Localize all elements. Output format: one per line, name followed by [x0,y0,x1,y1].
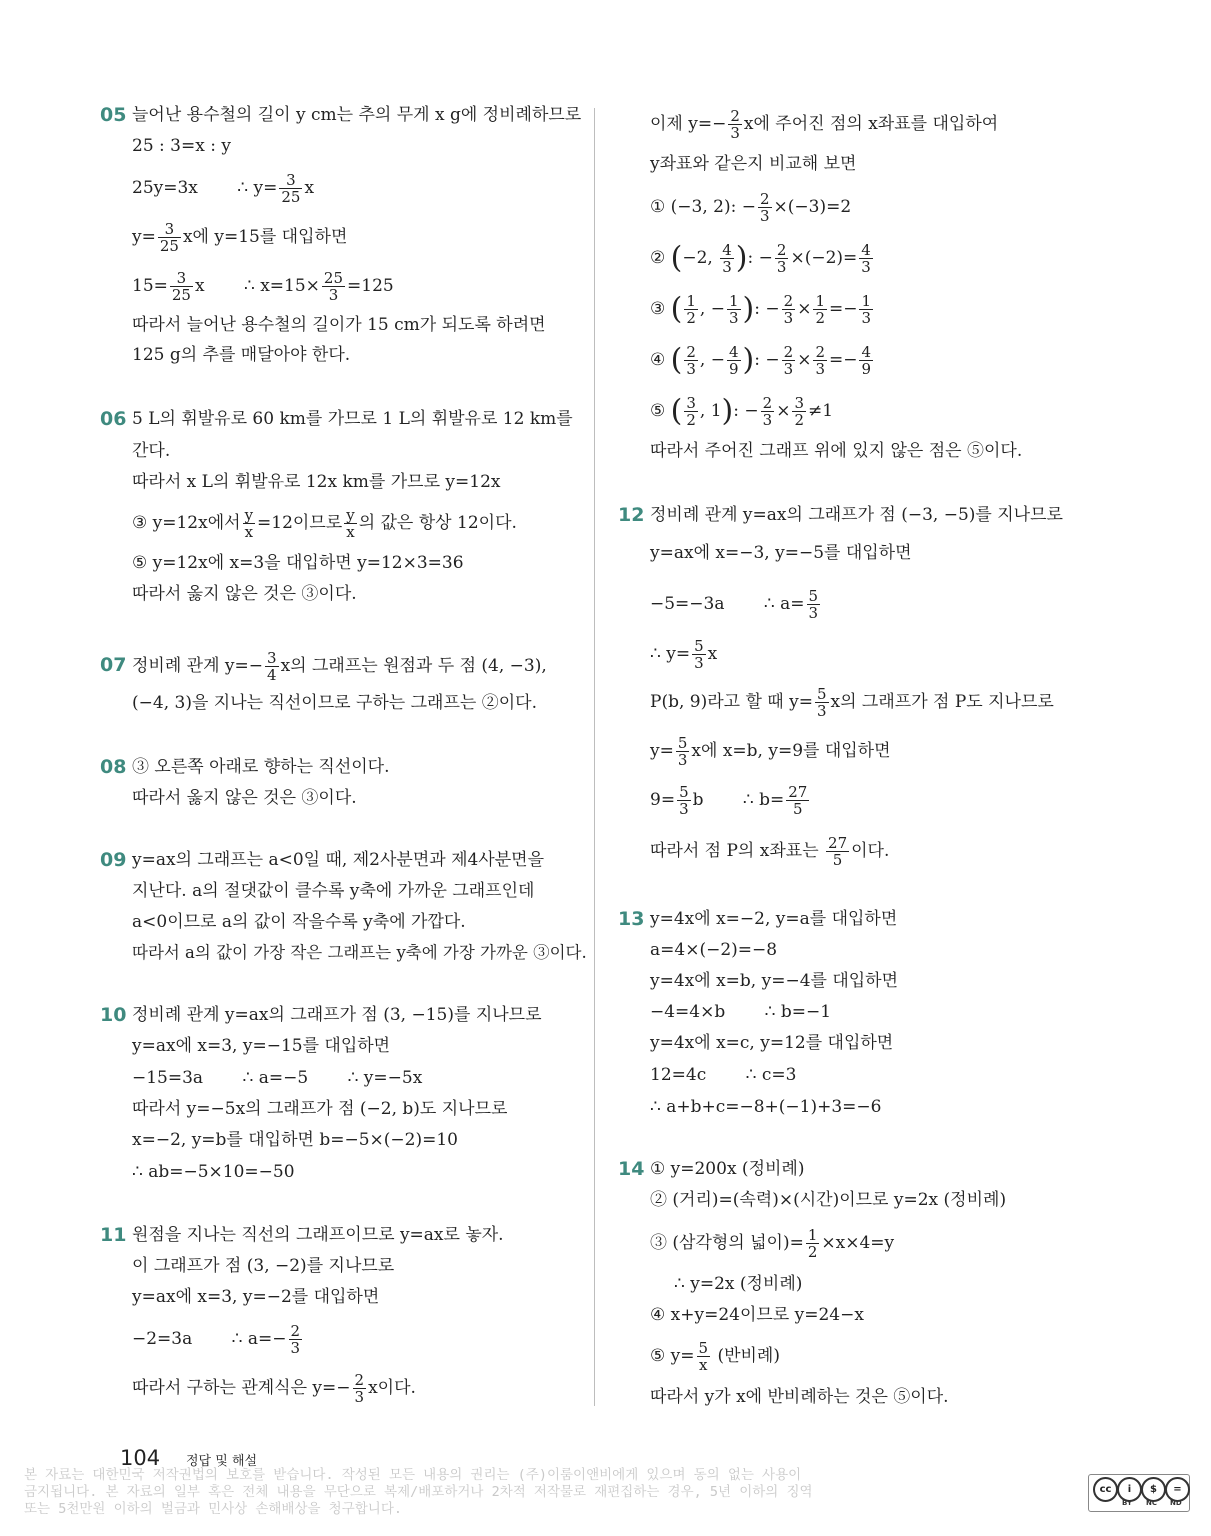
eq: ③ y=12x에서 [132,513,241,533]
footer-label: 정답 및 해설 [186,1454,258,1469]
notice-line: 금지됩니다. 본 자료의 일부 혹은 전체 내용을 무단으로 복제/배포하거나 2차적 저작물로 재편집하는 경우, 5년 이하의 징역 [24,1484,813,1500]
fraction [859,344,873,377]
eq: y= [650,741,674,761]
text-line: ② (거리)=(속력)×(시간)이므로 y=2x (정비례) [650,1190,1007,1210]
fraction [727,344,741,377]
nd-icon: = [1165,1477,1190,1502]
numerator: 2 [759,190,770,208]
problem-number: 09 [100,849,127,871]
equation-line [132,1323,304,1356]
eq: ≠1 [808,401,834,421]
fraction [859,293,873,326]
text-line: 늘어난 용수철의 길이 y cm는 추의 무게 x g에 정비례하므로 [132,105,582,125]
fraction [775,242,789,275]
eq: ∴ y= [237,178,278,198]
denominator: 3 [354,1388,365,1406]
eq: 15= [132,276,168,296]
nc-icon: $ [1141,1477,1166,1502]
page-number: 104 [120,1446,161,1470]
fraction [243,507,255,540]
fraction [676,735,690,768]
fraction [807,588,821,621]
eq: −4=4×b [650,1002,726,1022]
eq: 의 값은 항상 12이다. [358,513,517,533]
numerator: 2 [762,394,773,412]
eq: 따라서 구하는 관계식은 y=− [132,1378,351,1398]
text-line: 5 L의 휘발유로 60 km를 가므로 1 L의 휘발유로 12 km를 [132,409,573,429]
eq: 25y=3x [132,178,198,198]
fraction [353,1372,367,1405]
denominator: 3 [677,751,688,769]
eq: y= [132,227,156,247]
text-line: 정비례 관계 y=ax의 그래프가 점 (3, −15)를 지나므로 [132,1005,542,1025]
equation-line [650,344,875,377]
eq: 12=4c [650,1065,707,1085]
fraction [859,242,873,275]
numerator: 2 [730,107,740,125]
paren: ( [670,393,683,429]
eq: ⑤ y= [650,1346,695,1366]
eq: −2=3a [132,1329,193,1349]
text-line: y좌표와 같은지 비교해 보면 [650,154,857,174]
denominator: 3 [730,124,740,142]
fraction [786,784,809,817]
numerator: 2 [686,343,696,361]
eq: ×(−3)=2 [773,197,852,217]
equation-line [650,588,822,621]
text-line: ③ 오른쪽 아래로 향하는 직선이다. [132,757,390,777]
denominator: 3 [815,360,825,378]
fraction [815,686,829,719]
numerator: 1 [807,1226,818,1244]
fraction [806,1227,820,1260]
column-divider [594,108,595,1406]
equation-line [650,1340,780,1373]
problem-number: 07 [100,654,127,676]
denominator: 9 [861,360,872,378]
nc-label: NC [1146,1499,1157,1507]
text-line: 따라서 늘어난 용수철의 길이가 15 cm가 되도록 하려면 [132,315,546,335]
paren: ) [742,291,755,327]
denominator: 3 [762,411,773,429]
denominator: 3 [808,604,819,622]
text-line: 따라서 y가 x에 반비례하는 것은 ⑤이다. [650,1387,949,1407]
denominator: 25 [159,237,179,255]
text-line: y=ax에 x=−3, y=−5를 대입하면 [650,543,912,563]
fraction [792,395,806,428]
cc-license-badge [1088,1474,1190,1512]
equation-line [650,293,875,326]
text-line: 정비례 관계 y=ax의 그래프가 점 (−3, −5)를 지나므로 [650,505,1063,525]
fraction [684,293,698,326]
equation-line [650,1060,796,1090]
eq: 이제 y=− [650,114,727,134]
numerator: 1 [728,292,739,310]
denominator: 9 [728,360,739,378]
eq: ∴ a=−5 [242,1068,309,1088]
text-line: y=4x에 x=−2, y=a를 대입하면 [650,909,898,929]
numerator: 2 [354,1371,365,1389]
text-line: y=4x에 x=b, y=−4를 대입하면 [650,971,899,991]
text-line: 따라서 x L의 휘발유로 12x km를 가므로 y=12x [132,472,501,492]
numerator: 1 [686,292,696,310]
fraction [158,221,181,254]
problem-number: 05 [100,104,127,126]
text-line: ∴ ab=−5×10=−50 [132,1162,295,1182]
eq: , − [699,350,725,370]
numerator: 3 [170,270,193,287]
eq: ×x×4=y [821,1233,895,1253]
eq: ∴ b= [742,790,785,810]
denominator: 3 [783,360,794,378]
numerator: y [346,506,355,524]
equation-line [650,686,1054,719]
text-line: (−4, 3)을 지나는 직선이므로 구하는 그래프는 ②이다. [132,693,537,713]
text-line: 따라서 주어진 그래프 위에 있지 않은 점은 ⑤이다. [650,441,1023,461]
denominator: 3 [728,309,739,327]
problem-number: 08 [100,756,127,778]
numerator: 2 [783,292,794,310]
eq: P(b, 9)라고 할 때 y= [650,692,813,712]
fraction [813,344,827,377]
text-line: 따라서 옳지 않은 것은 ③이다. [132,788,357,808]
denominator: 3 [816,702,827,720]
numerator: 3 [686,394,696,412]
eq: − [741,197,756,217]
copyright-notice [24,1467,1064,1518]
fraction [677,784,691,817]
fraction [826,835,849,868]
eq: ∴ c=3 [745,1065,797,1085]
equation-line [650,638,717,671]
equation-line [132,650,547,683]
text-line: 지난다. a의 절댓값이 클수록 y축에 가까운 그래프인데 [132,881,535,901]
eq: −2, [682,248,713,268]
problem-number: 13 [618,908,645,930]
paren: ( [670,342,683,378]
text-line: y=ax에 x=3, y=−2를 대입하면 [132,1287,380,1307]
numerator: 1 [861,292,872,310]
numerator: y [244,506,254,524]
eq: x이다. [368,1378,416,1398]
denominator: 3 [686,360,696,378]
numerator: 4 [728,343,739,361]
eq: 따라서 점 P의 x좌표는 [650,841,819,861]
denominator: 5 [832,851,843,869]
eq: ⑤ [650,401,671,421]
cc-icon: cc [1093,1477,1118,1502]
eq: 이다. [851,841,890,861]
numerator: 1 [815,292,825,310]
paren: ( [670,291,683,327]
eq: ④ [650,350,671,370]
fraction [727,293,741,326]
eq: x의 그래프가 점 P도 지나므로 [830,692,1054,712]
eq: : − [733,401,759,421]
text-line: a<0이므로 a의 값이 작을수록 y축에 가깝다. [132,912,466,932]
by-label: BY [1122,1499,1133,1507]
numerator: 2 [290,1322,301,1340]
equation-line [650,191,851,224]
equation-line [650,242,875,275]
denominator: 3 [290,1339,301,1357]
problem-number: 12 [618,504,645,526]
eq: x에 x=b, y=9를 대입하면 [691,741,891,761]
text-line: ④ x+y=24이므로 y=24−x [650,1305,864,1325]
fraction [684,344,698,377]
denominator: 3 [783,309,794,327]
eq: x [194,276,205,296]
numerator: 5 [677,734,688,752]
eq: × [776,401,791,421]
numerator: 4 [861,343,872,361]
denominator: 3 [328,286,339,304]
eq: ③ [650,299,671,319]
paren: ) [735,240,748,276]
text-line: ⑤ y=12x에 x=3을 대입하면 y=12×3=36 [132,553,464,573]
denominator: 25 [281,188,301,206]
paren: ) [721,393,734,429]
text-line: 따라서 옳지 않은 것은 ③이다. [132,584,357,604]
eq: , − [699,299,725,319]
eq: x에 y=15를 대입하면 [182,227,348,247]
eq: : − [754,350,780,370]
text-line: 125 g의 추를 매달아야 한다. [132,345,351,365]
nd-label: ND [1170,1499,1182,1507]
numerator: 4 [861,241,871,259]
fraction [813,293,827,326]
eq: −15=3a [132,1068,204,1088]
eq: −5=−3a [650,594,725,614]
numerator: 5 [808,587,819,605]
by-icon: i [1117,1477,1142,1502]
eq: : − [747,248,773,268]
problem-number: 14 [618,1158,645,1180]
numerator: 4 [722,241,732,259]
fraction [344,507,356,540]
denominator: 2 [815,309,825,327]
numerator: 3 [158,221,181,238]
numerator: 3 [279,172,302,189]
equation-line [132,1372,416,1405]
numerator: 3 [794,394,804,412]
paren: ) [742,342,755,378]
equation-line [650,1227,894,1260]
numerator: 2 [776,241,787,259]
eq: ② [650,248,671,268]
equation-line [132,1063,422,1093]
eq: =− [828,299,858,319]
equation-line [650,784,811,817]
fraction [279,172,302,205]
eq: ∴ a= [763,594,805,614]
eq: ×(−2)= [790,248,858,268]
denominator: 3 [679,800,689,818]
eq: b [692,790,704,810]
text-line: x=−2, y=b를 대입하면 b=−5×(−2)=10 [132,1130,458,1150]
equation-line [650,835,889,868]
fraction [758,191,772,224]
equation-line [650,997,831,1027]
denominator: 3 [694,654,704,672]
numerator: 3 [267,649,277,667]
numerator: 5 [679,783,689,801]
notice-line: 본 자료는 대한민국 저작권법의 보호를 받습니다. 작성된 모든 내용의 권리는 (주)이룸이앤비에게 있으며 동의 없는 사용이 [24,1467,802,1483]
equation-line [132,507,517,540]
numerator: 5 [816,685,827,703]
eq: ∴ x=15× [243,276,320,296]
denominator: 2 [794,411,804,429]
eq: x의 그래프는 원점과 두 점 (4, −3), [280,656,547,676]
text-line: 따라서 a의 값이 가장 작은 그래프는 y축에 가장 가까운 ③이다. [132,943,587,962]
problem-number: 11 [100,1224,127,1246]
eq: ∴ y=−5x [347,1068,423,1088]
text-line: 이 그래프가 점 (3, −2)를 지나므로 [132,1256,395,1276]
numerator: 25 [323,269,344,287]
numerator: 27 [828,834,848,852]
fraction [720,242,734,275]
denominator: 3 [759,207,770,225]
eq: , 1 [699,401,722,421]
denominator: 5 [793,800,803,818]
problem-number: 06 [100,408,127,430]
text-line: ∴ y=2x (정비례) [674,1274,803,1294]
fraction [322,270,345,303]
eq: (반비례) [717,1346,780,1366]
numerator: 2 [783,343,794,361]
eq: ∴ a=− [231,1329,287,1349]
fraction [782,344,796,377]
text-line: 25 : 3=x : y [132,136,231,156]
fraction [289,1323,303,1356]
notice-line: 또는 5천만원 이하의 벌금과 민사상 손해배상을 청구합니다. [24,1501,403,1517]
equation-line [132,270,394,303]
denominator: 2 [807,1243,818,1261]
eq: × [797,299,812,319]
text-line: a=4×(−2)=−8 [650,940,778,960]
denominator: 2 [686,411,696,429]
denominator: 3 [722,258,732,276]
text-line: 따라서 y=−5x의 그래프가 점 (−2, b)도 지나므로 [132,1099,508,1119]
text-line: y=ax에 x=3, y=−15를 대입하면 [132,1036,391,1056]
text-line: ∴ a+b+c=−8+(−1)+3=−6 [650,1097,882,1117]
fraction [170,270,193,303]
numerator: 5 [694,637,704,655]
fraction [782,293,796,326]
equation-line [650,395,833,428]
eq: × [797,350,812,370]
eq: x에 주어진 점의 x좌표를 대입하여 [743,114,999,134]
denominator: 25 [171,286,191,304]
denominator: x [699,1356,708,1374]
text-line: ① y=200x (정비례) [650,1159,805,1179]
eq: =− [828,350,858,370]
eq: ③ (삼각형의 넓이)= [650,1233,804,1253]
text-line: 간다. [132,441,171,461]
eq: 9= [650,790,676,810]
text-line: y=4x에 x=c, y=12를 대입하면 [650,1033,894,1053]
fraction [697,1340,711,1373]
denominator: x [244,523,254,541]
eq: ① (−3, 2): [650,197,737,217]
eq: : − [754,299,780,319]
text-line: 원점을 지나는 직선의 그래프이므로 y=ax로 놓자. [132,1225,504,1245]
denominator: 4 [267,666,277,684]
fraction [728,108,742,141]
denominator: 3 [776,258,787,276]
equation-line [650,735,891,768]
eq: x [707,644,718,664]
equation-line [132,172,314,205]
fraction [692,638,706,671]
numerator: 2 [815,343,825,361]
fraction [684,395,698,428]
eq: ∴ y= [650,644,691,664]
text-line: y=ax의 그래프는 a<0일 때, 제2사분면과 제4사분면을 [132,850,544,870]
eq: ∴ b=−1 [764,1002,832,1022]
eq: =12이므로 [257,513,343,533]
numerator: 27 [788,783,808,801]
equation-line [650,108,998,141]
eq: =125 [347,276,394,296]
denominator: 3 [861,258,871,276]
fraction [265,650,279,683]
denominator: 3 [861,309,872,327]
denominator: 2 [686,309,696,327]
equation-line [132,221,347,254]
fraction [761,395,775,428]
problem-number: 10 [100,1004,127,1026]
eq: x [304,178,315,198]
denominator: x [346,523,355,541]
paren: ( [670,240,683,276]
numerator: 5 [698,1339,709,1357]
eq: 정비례 관계 y=− [132,656,264,676]
